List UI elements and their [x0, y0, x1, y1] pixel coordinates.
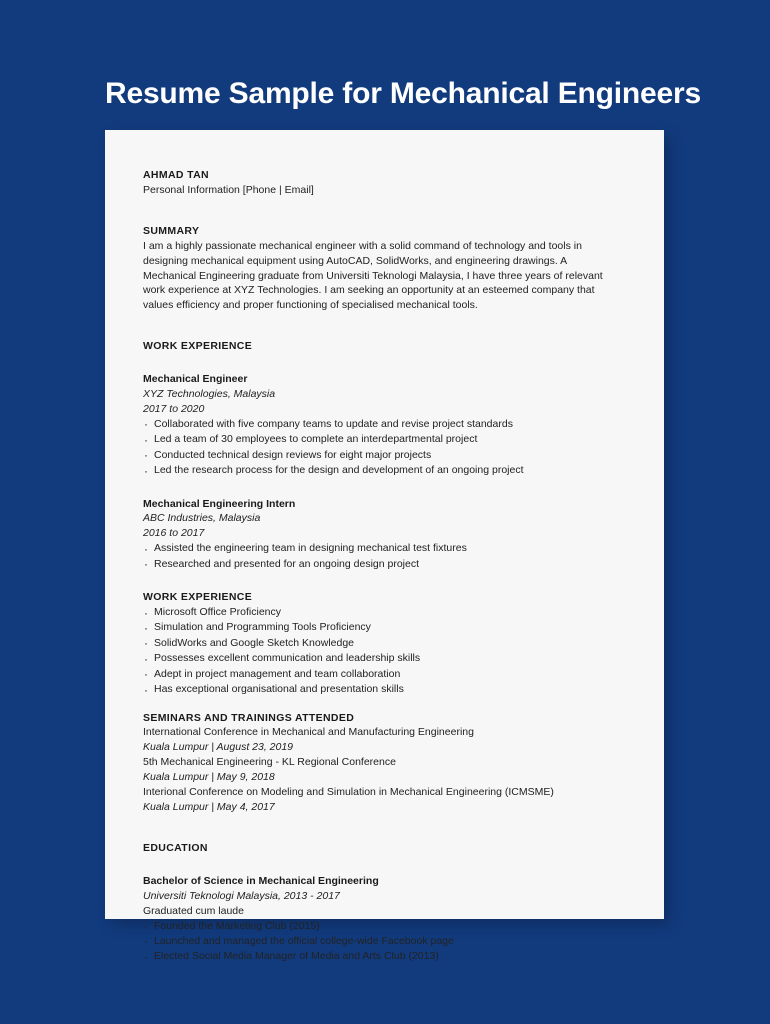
candidate-contact: Personal Information [Phone | Email]: [143, 183, 314, 196]
seminar-detail: Kuala Lumpur | May 4, 2017: [143, 801, 275, 813]
page-title: Resume Sample for Mechanical Engineers: [105, 76, 701, 110]
candidate-name: AHMAD TAN: [143, 169, 209, 181]
section-heading-seminars: SEMINARS AND TRAININGS ATTENDED: [143, 711, 355, 724]
education-honors: Graduated cum laude: [143, 904, 244, 917]
seminar-detail: Kuala Lumpur | May 9, 2018: [143, 771, 275, 784]
list-item: · Elected Social Media Manager of Media and Arts Club (2013): [143, 949, 613, 964]
list-item: · Possesses excellent communication and leadership skills: [143, 651, 613, 666]
list-item: · Has exceptional organisational and presentation skills: [143, 682, 613, 697]
list-item: · Founded the Marketing Club (2015): [143, 919, 613, 934]
job-company: XYZ Technologies, Malaysia: [143, 388, 276, 401]
section-heading-summary: SUMMARY: [143, 224, 200, 237]
resume-document: [105, 130, 664, 963]
list-item: · Assisted the engineering team in designing mechanical test fixtures: [143, 541, 613, 556]
section-heading-work-experience: WORK EXPERIENCE: [143, 340, 253, 353]
summary-body: I am a highly passionate mechanical engineer with a solid command of technology and tools in designing mechanical equipment using AutoCAD, SolidWorks, and engineering drawings. A Mechanical Engineering graduate from Universiti Teknologi Malaysia, I have three years of relevant work experience at XYZ Technologies. I am seeking an opportunity at an esteemed company that values efficiency and proper functioning of specialised mechanical tools.: [143, 239, 603, 312]
seminar-detail: Kuala Lumpur | August 23, 2019: [143, 741, 294, 754]
list-item: · Adept in project management and team collaboration: [143, 667, 613, 682]
seminar-name: Interional Conference on Modeling and Simulation in Mechanical Engineering (ICMSME): [143, 786, 554, 799]
resume-content: [143, 168, 613, 965]
banner: [105, 72, 705, 114]
education-bullet-list: [143, 919, 613, 965]
list-item: · Collaborated with five company teams to update and revise project standards: [143, 417, 613, 432]
seminar-name: 5th Mechanical Engineering - KL Regional Conference: [143, 756, 396, 769]
seminars-section: [143, 711, 613, 815]
list-item: · Led a team of 30 employees to complete an interdepartmental project: [143, 432, 613, 447]
list-item: · Simulation and Programming Tools Proficiency: [143, 620, 613, 635]
job-title: Mechanical Engineering Intern: [143, 497, 296, 510]
skills-bullet-list: [143, 605, 613, 698]
job-dates: 2017 to 2020: [143, 402, 205, 415]
list-item: · Researched and presented for an ongoing design project: [143, 557, 613, 572]
job-company: ABC Industries, Malaysia: [143, 512, 261, 525]
list-item: · Conducted technical design reviews for eight major projects: [143, 448, 613, 463]
job-entry: [143, 497, 613, 573]
job-title: Mechanical Engineer: [143, 373, 248, 386]
job-bullet-list: [143, 417, 613, 479]
education-school: Universiti Teknologi Malaysia, 2013 - 2017: [143, 889, 340, 902]
list-item: · Led the research process for the design and development of an ongoing project: [143, 463, 613, 478]
list-item: · Launched and managed the official college-wide Facebook page: [143, 934, 613, 949]
seminar-name: International Conference in Mechanical and Manufacturing Engineering: [143, 726, 474, 739]
education-degree: Bachelor of Science in Mechanical Engineering: [143, 874, 379, 887]
section-heading-skills: WORK EXPERIENCE: [143, 591, 253, 604]
job-dates: 2016 to 2017: [143, 527, 205, 540]
job-bullet-list: [143, 541, 613, 572]
section-heading-education: EDUCATION: [143, 841, 208, 854]
job-entry: [143, 372, 613, 478]
list-item: · Microsoft Office Proficiency: [143, 605, 613, 620]
list-item: · SolidWorks and Google Sketch Knowledge: [143, 636, 613, 651]
education-section: [143, 841, 613, 965]
skills-section: [143, 590, 613, 697]
